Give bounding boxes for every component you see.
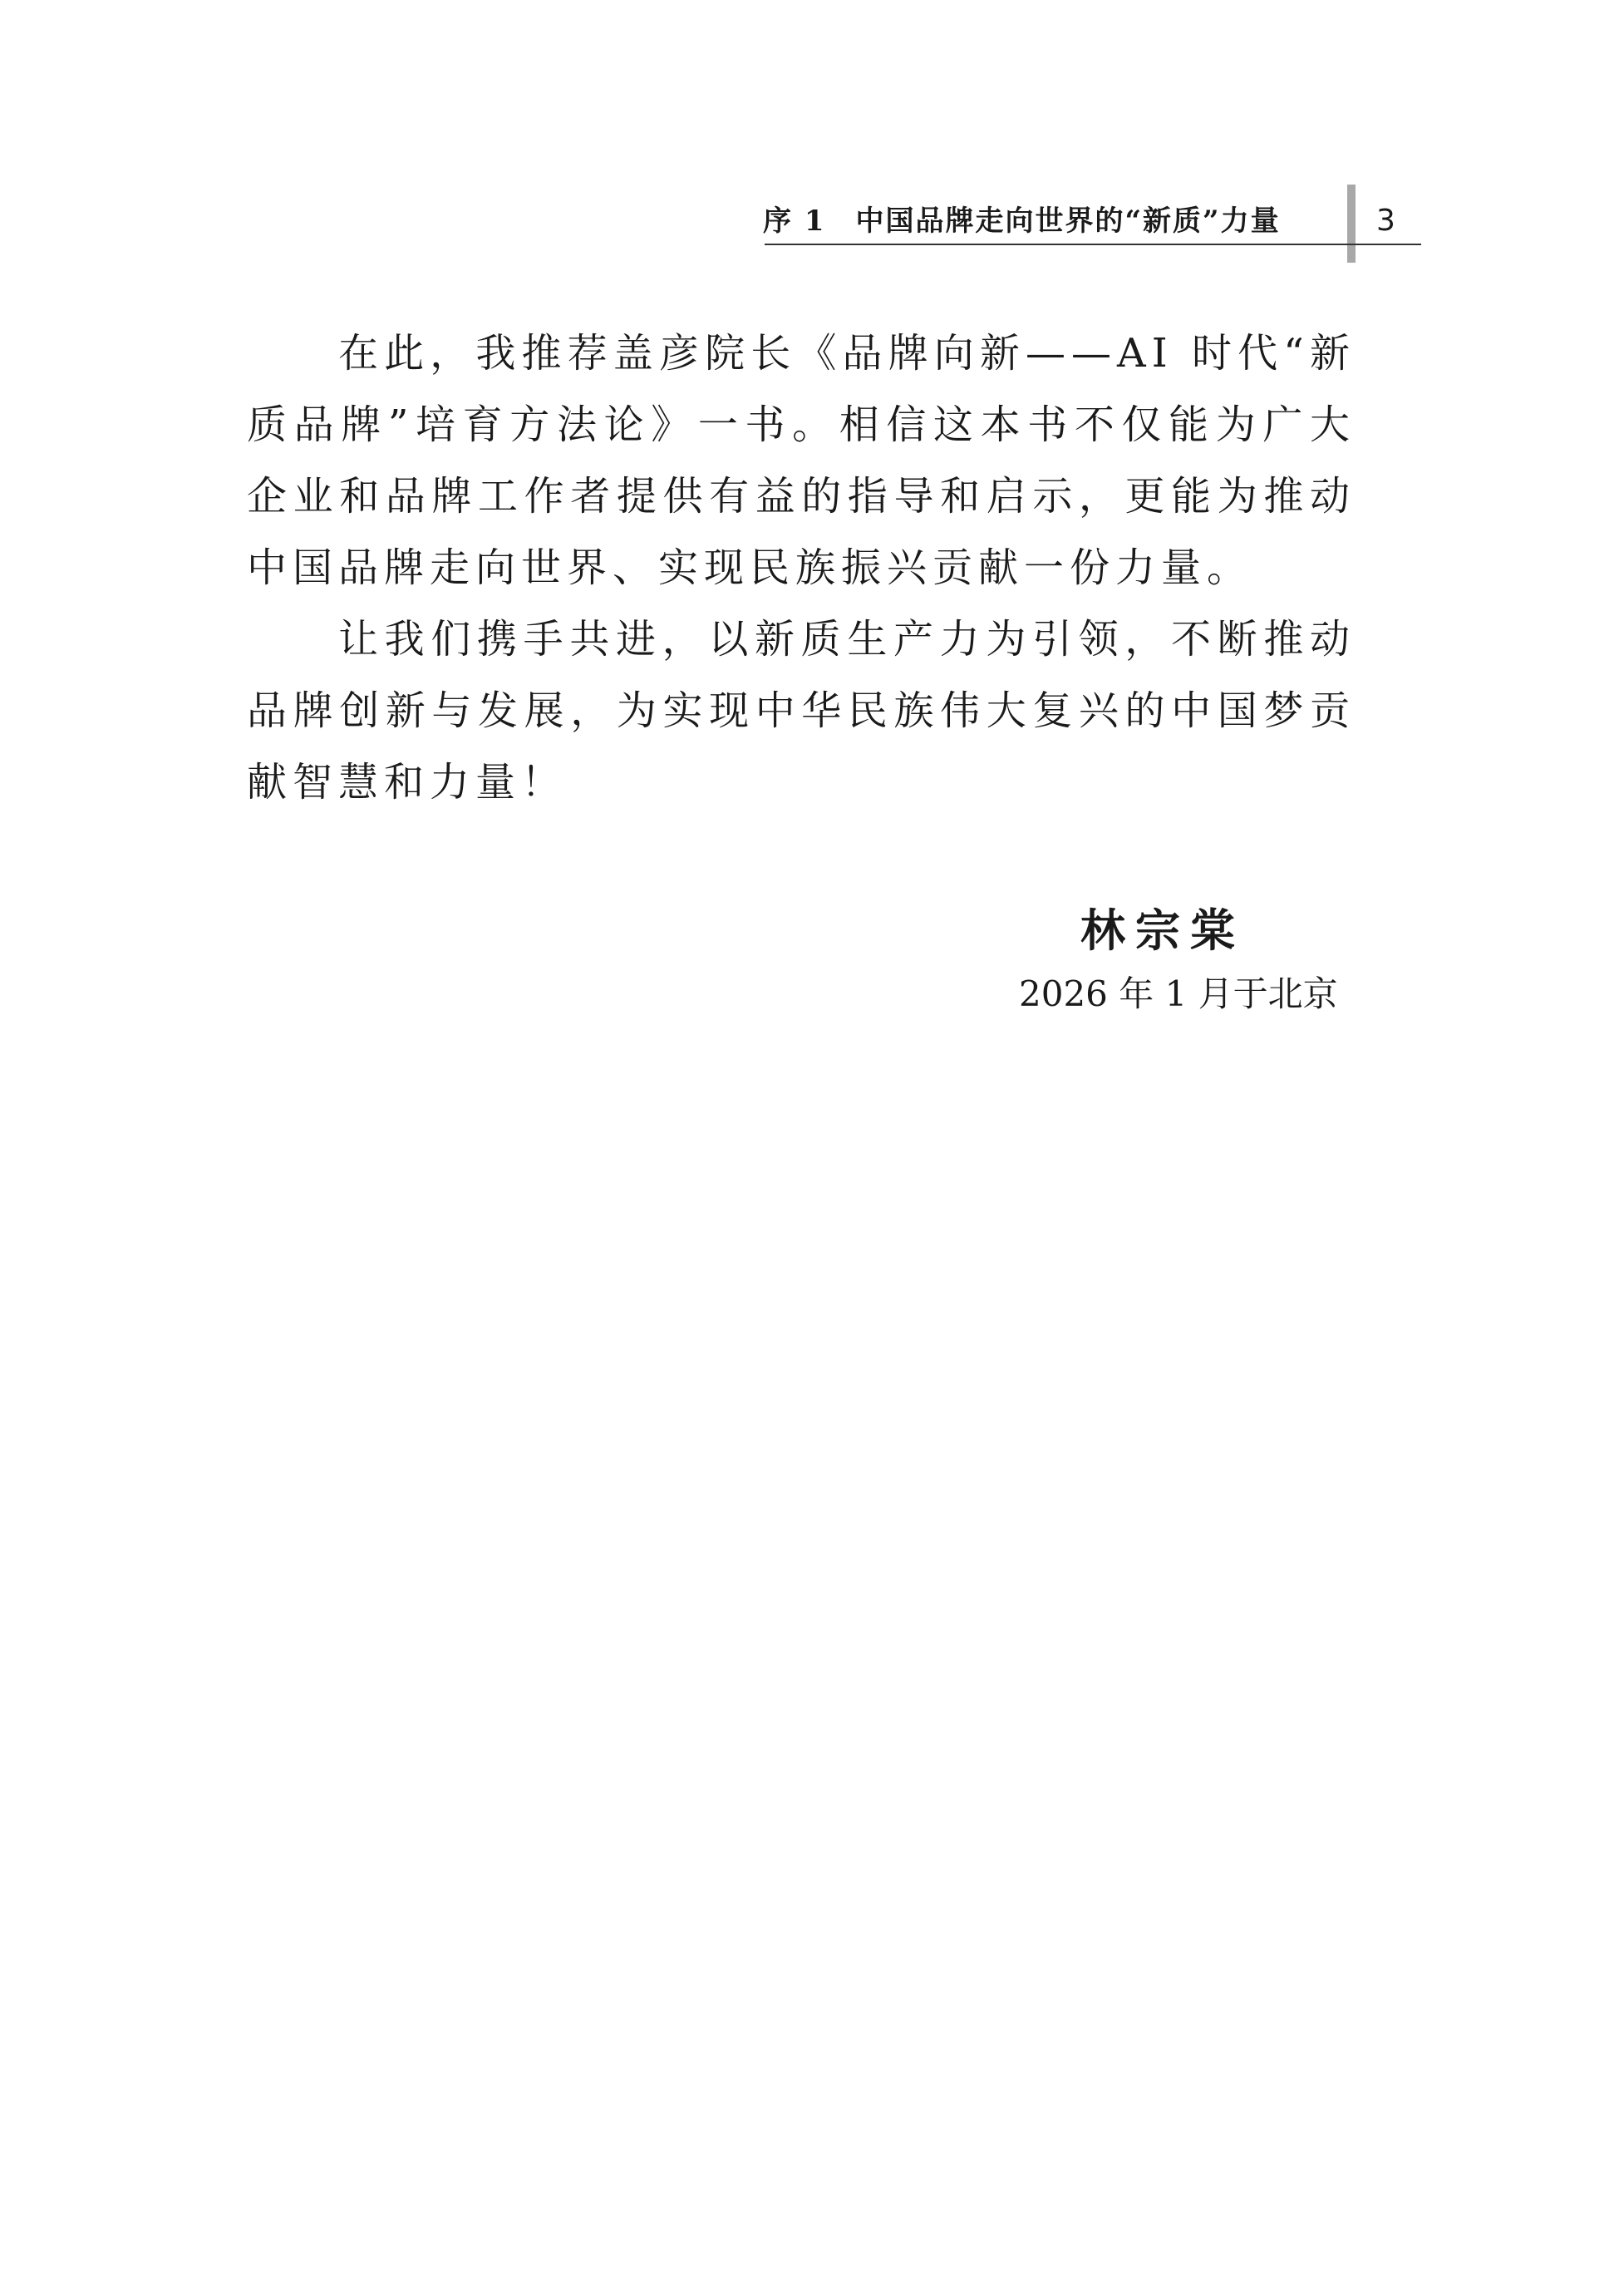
date-place: 2026 年 1 月于北京	[1019, 973, 1338, 1014]
header-rule	[765, 244, 1421, 245]
paragraph-1: 在此，我推荐盖彦院长《品牌向新——AI 时代“新质品牌”培育方法论》一书。相信这本书不仅能为广大企业和品牌工作者提供有益的指导和启示，更能为推动中国品牌走向世界、实现民族振兴贡献一份力量。	[247, 330, 1356, 591]
body-text	[247, 318, 1356, 818]
paragraph-2: 让我们携手共进，以新质生产力为引领，不断推动品牌创新与发展，为实现中华民族伟大复兴的中国梦贡献智慧和力量！	[247, 616, 1356, 806]
header-side-bar	[1347, 185, 1356, 263]
author-signature: 林宗棠	[1080, 904, 1245, 957]
page-number: 3	[1376, 204, 1395, 238]
running-head-title: 序 1 中国品牌走向世界的“新质”力量	[763, 204, 1281, 238]
